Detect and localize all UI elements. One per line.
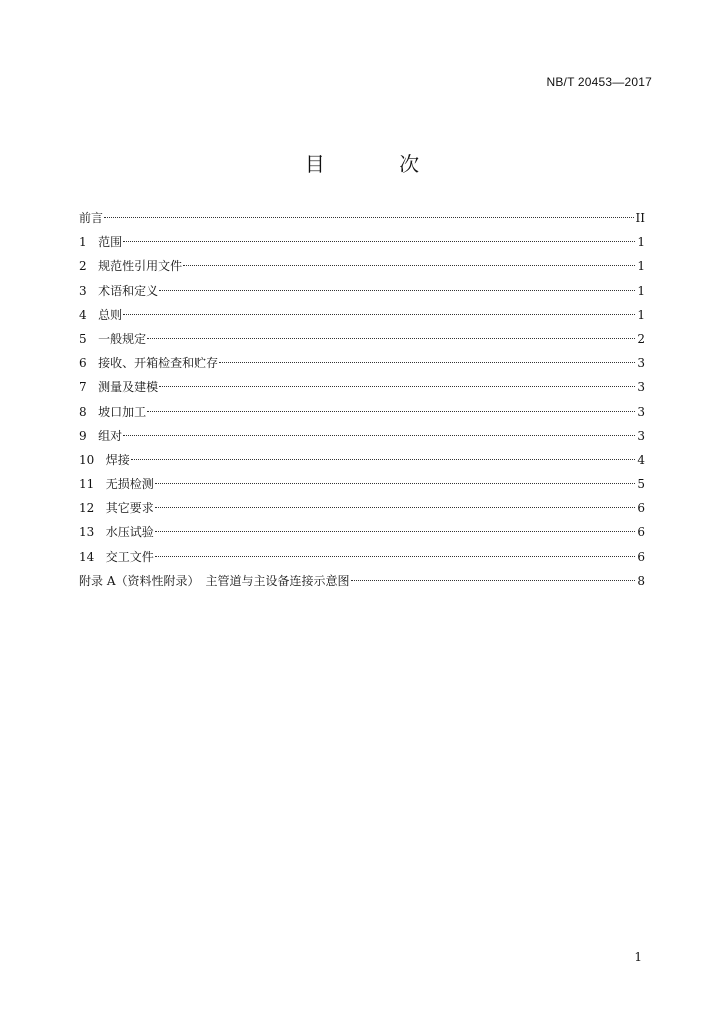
table-of-contents — [79, 206, 645, 593]
toc-entry-page: 4 — [637, 452, 645, 467]
toc-entry-number: 2 — [79, 259, 87, 274]
toc-entry-page: 3 — [637, 380, 645, 395]
toc-entry-label: 水压试验 — [105, 525, 154, 540]
toc-entry-page: 1 — [637, 259, 645, 274]
toc-entry-number: 1 — [79, 235, 87, 250]
toc-entry-number: 附录 A — [79, 573, 116, 588]
toc-entry-label: 其它要求 — [105, 501, 154, 516]
toc-entry-label: 测量及建模 — [98, 380, 159, 395]
toc-entry-number: 8 — [79, 404, 87, 419]
dot-leader — [351, 580, 636, 581]
dot-leader — [123, 314, 635, 315]
toc-entry-number: 7 — [79, 380, 87, 395]
toc-entry-page: 5 — [637, 477, 645, 492]
page-number: 1 — [634, 950, 642, 964]
toc-entry-page: 8 — [637, 573, 645, 588]
toc-entry-page: 6 — [637, 501, 645, 516]
dot-leader — [155, 556, 636, 557]
toc-entry-page: 6 — [637, 525, 645, 540]
dot-leader — [123, 241, 635, 242]
toc-entry-label: 无损检测 — [105, 477, 154, 492]
dot-leader — [147, 411, 635, 412]
toc-entry-label: 组对 — [98, 428, 123, 443]
toc-entry-6[interactable] — [79, 351, 645, 375]
toc-entry-page: 1 — [637, 235, 645, 250]
toc-entry-number: 11 — [79, 477, 95, 492]
toc-entry-11[interactable] — [79, 472, 645, 496]
toc-entry-number: 10 — [79, 452, 95, 467]
page-title: 目 次 — [304, 152, 454, 176]
toc-entry-label: 前言 — [79, 211, 104, 225]
toc-entry-page: 3 — [637, 356, 645, 371]
toc-entry-8[interactable] — [79, 400, 645, 424]
toc-entry-number: 5 — [79, 331, 87, 346]
dot-leader — [155, 483, 636, 484]
toc-entry-2[interactable] — [79, 254, 645, 278]
toc-entry-label: 交工文件 — [105, 549, 154, 564]
toc-entry-page: 1 — [637, 283, 645, 298]
document-code: NB/T 20453—2017 — [546, 75, 652, 89]
dot-leader — [147, 338, 635, 339]
toc-entry-foreword[interactable] — [79, 206, 645, 230]
toc-entry-label: 焊接 — [105, 452, 130, 467]
toc-entry-7[interactable] — [79, 375, 645, 399]
toc-entry-page: II — [635, 211, 645, 225]
toc-entry-label: 范围 — [98, 235, 123, 250]
toc-entry-label: 接收、开箱检查和贮存 — [98, 356, 219, 371]
toc-entry-1[interactable] — [79, 230, 645, 254]
toc-entry-number: 12 — [79, 501, 95, 516]
toc-entry-label: 坡口加工 — [98, 404, 147, 419]
toc-entry-appendix-a[interactable] — [79, 569, 645, 593]
dot-leader — [155, 531, 636, 532]
dot-leader — [104, 217, 634, 218]
dot-leader — [159, 290, 635, 291]
toc-entry-3[interactable] — [79, 279, 645, 303]
toc-entry-page: 3 — [637, 428, 645, 443]
toc-entry-label: 术语和定义 — [98, 283, 159, 298]
toc-entry-label: 一般规定 — [98, 331, 147, 346]
toc-entry-number: 14 — [79, 549, 95, 564]
toc-entry-label: 规范性引用文件 — [98, 259, 183, 274]
dot-leader — [183, 265, 635, 266]
toc-entry-5[interactable] — [79, 327, 645, 351]
toc-entry-number: 3 — [79, 283, 87, 298]
toc-entry-label: （资料性附录） 主管道与主设备连接示意图 — [115, 573, 350, 588]
toc-entry-page: 2 — [637, 331, 645, 346]
toc-entry-page: 1 — [637, 307, 645, 322]
toc-entry-number: 13 — [79, 525, 95, 540]
toc-entry-label: 总则 — [98, 307, 123, 322]
toc-entry-number: 4 — [79, 307, 87, 322]
toc-entry-page: 6 — [637, 549, 645, 564]
toc-entry-10[interactable] — [79, 448, 645, 472]
toc-entry-13[interactable] — [79, 520, 645, 544]
toc-entry-9[interactable] — [79, 424, 645, 448]
toc-entry-page: 3 — [637, 404, 645, 419]
dot-leader — [131, 459, 636, 460]
toc-entry-4[interactable] — [79, 303, 645, 327]
toc-entry-14[interactable] — [79, 545, 645, 569]
dot-leader — [159, 386, 635, 387]
toc-entry-number: 6 — [79, 356, 87, 371]
dot-leader — [219, 362, 635, 363]
dot-leader — [155, 507, 636, 508]
dot-leader — [123, 435, 635, 436]
toc-entry-number: 9 — [79, 428, 87, 443]
toc-entry-12[interactable] — [79, 496, 645, 520]
